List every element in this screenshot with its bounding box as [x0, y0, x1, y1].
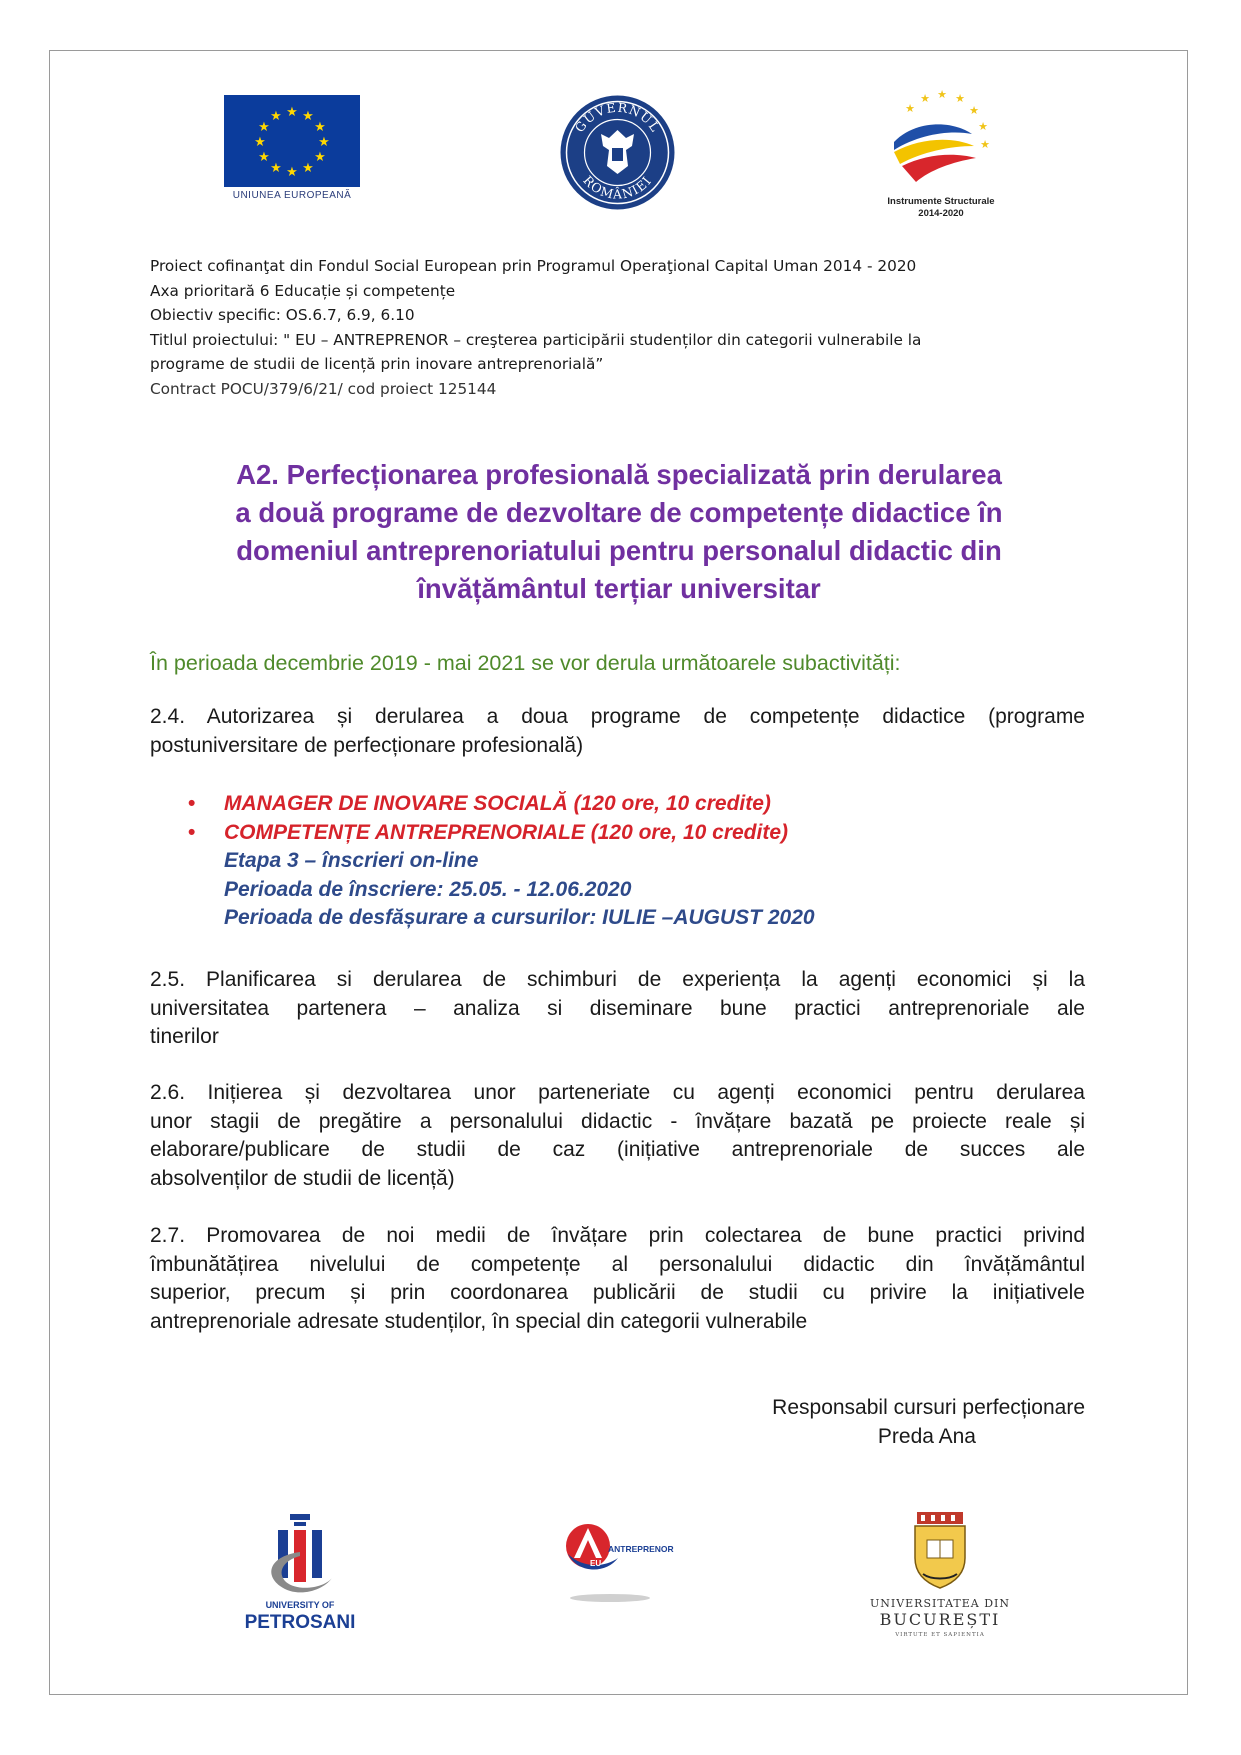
- activity-2-6-line-3: elaborare/publicare de studii de caz (inițiative antreprenoriale de succes ale: [150, 1138, 1085, 1161]
- contract-line: Contract POCU/379/6/21/ cod proiect 125144: [150, 379, 497, 398]
- unibuc-motto: VIRTUTE ET SAPIENTIA: [895, 1632, 985, 1638]
- priority-axis-line: Axa prioritară 6 Educație și competențe: [150, 281, 456, 300]
- title-line-1: A2. Perfecționarea profesională specializată prin derularea: [236, 459, 1002, 490]
- activity-2-5-line-1: 2.5. Planificarea si derularea de schimburi de experiența la agenți economici și la: [150, 968, 1085, 991]
- specific-objective-line: Obiectiv specific: OS.6.7, 6.9, 6.10: [150, 306, 415, 324]
- svg-text:★: ★: [254, 135, 266, 150]
- svg-text:★: ★: [286, 165, 298, 180]
- activity-2-6-line-1: 2.6. Inițierea și dezvoltarea unor parteneriate cu agenți economici pentru derularea: [150, 1081, 1085, 1104]
- signature-block: [772, 1393, 1085, 1451]
- svg-text:★: ★: [905, 102, 915, 115]
- activity-2-7-line-4: antreprenoriale adresate studenților, în special din categorii vulnerabile: [150, 1309, 808, 1333]
- svg-text:★: ★: [920, 92, 930, 105]
- svg-text:★: ★: [302, 161, 314, 176]
- activity-2-7-line-1: 2.7. Promovarea de noi medii de învățare prin colectarea de bune practici privind: [150, 1224, 1085, 1247]
- program-list: [190, 790, 1090, 933]
- activity-2-4-line-1: 2.4. Autorizarea și derularea a doua programe de competențe didactice (programe: [150, 705, 1085, 728]
- svg-text:★: ★: [258, 150, 270, 165]
- project-title-line-2: programe de studii de licență prin inovare antreprenorială”: [150, 355, 604, 373]
- eu-flag-logo: [224, 95, 360, 187]
- activity-2-7-line-2: îmbunătățirea nivelului de competențe al personalului didactic din învățământul: [150, 1252, 1085, 1276]
- svg-text:★: ★: [978, 120, 988, 133]
- activity-title: [140, 456, 1098, 608]
- activity-2-5: [150, 966, 1085, 1052]
- program-item-competente: • COMPETENȚE ANTREPRENORIALE (120 ore, 10 credite): [190, 819, 1090, 848]
- eu-antreprenor-logo: [560, 1518, 680, 1608]
- svg-text:GUVERNUL: GUVERNUL: [571, 99, 664, 136]
- unibuc-line-2: BUCUREȘTI: [879, 1610, 1001, 1629]
- is-caption-line1: Instrumente Structurale: [887, 196, 995, 207]
- enrollment-period: Perioada de înscriere: 25.05. - 12.06.2020: [224, 877, 632, 901]
- activity-2-7-line-3: superior, precum și prin coordonarea publicării de studii cu privire la inițiativele: [150, 1281, 1085, 1304]
- romanian-government-seal: [559, 94, 676, 211]
- activity-2-6-line-2: unor stagii de pregătire a personalului didactic - învățare bazată pe proiecte reale și: [150, 1109, 1085, 1133]
- activity-2-4: [150, 703, 1085, 760]
- activity-2-6: [150, 1079, 1085, 1193]
- project-title-line-1: Titlul proiectului: " EU – ANTREPRENOR – creşterea participării studenților din categorii vulnerabile la: [150, 330, 922, 349]
- eu-caption: UNIUNEA EUROPEANĂ: [232, 190, 352, 201]
- signature-role: Responsabil cursuri perfecționare: [772, 1396, 1085, 1419]
- is-caption-line2: 2014-2020: [918, 208, 964, 219]
- stage-info: Etapa 3 – înscrieri on-line: [224, 849, 479, 872]
- signature-name: Preda Ana: [877, 1425, 976, 1448]
- svg-text:★: ★: [270, 109, 282, 124]
- university-of-petrosani-logo: [240, 1512, 360, 1634]
- svg-text:★: ★: [258, 120, 270, 135]
- svg-text:★: ★: [302, 109, 314, 124]
- svg-text:★: ★: [955, 92, 965, 105]
- university-of-bucharest-logo: [865, 1510, 1015, 1638]
- svg-text:★: ★: [937, 90, 947, 101]
- instrumente-structurale-logo: [880, 90, 1000, 200]
- title-line-2: a două programe de dezvoltare de competențe didactice în: [235, 497, 1003, 528]
- activity-2-5-line-2: universitatea partenera – analiza si diseminare bune practici antreprenoriale ale: [150, 996, 1085, 1020]
- project-funding-line: Proiect cofinanţat din Fondul Social European prin Programul Operaţional Capital Uman 2014 - 2020: [150, 257, 917, 275]
- svg-text:★: ★: [314, 150, 326, 165]
- activity-2-5-line-3: tinerilor: [150, 1025, 219, 1048]
- unibuc-line-1: UNIVERSITATEA DIN: [869, 1597, 1011, 1610]
- title-line-4: învățământul terțiar universitar: [417, 573, 821, 604]
- project-info: [150, 254, 1050, 401]
- svg-text:★: ★: [314, 120, 326, 135]
- svg-text:★: ★: [980, 138, 990, 151]
- svg-text:★: ★: [286, 105, 298, 120]
- activity-2-6-line-4: absolvenților de studii de licență): [150, 1166, 455, 1190]
- activity-2-4-line-2: postuniversitare de perfecționare profesională): [150, 733, 584, 757]
- petrosani-line-1: UNIVERSITY OF: [265, 1600, 335, 1610]
- svg-text:★: ★: [270, 161, 282, 176]
- petrosani-line-2: PETROSANI: [244, 1612, 356, 1633]
- svg-text:★: ★: [969, 104, 979, 117]
- instrumente-structurale-caption: [862, 196, 1020, 220]
- svg-text:ROMÂNIEI: ROMÂNIEI: [580, 172, 655, 202]
- activity-2-7: [150, 1222, 1085, 1336]
- courses-period: Perioada de desfășurare a cursurilor: IULIE –AUGUST 2020: [224, 906, 815, 929]
- period-statement: În perioada decembrie 2019 - mai 2021 se vor derula următoarele subactivități:: [150, 651, 901, 675]
- program-item-manager: • MANAGER DE INOVARE SOCIALĂ (120 ore, 10 credite): [190, 790, 1090, 819]
- svg-text:★: ★: [318, 135, 330, 150]
- title-line-3: domeniul antreprenoriatului pentru personalul didactic din: [236, 535, 1002, 566]
- euantre-prefix: EU: [590, 1559, 602, 1568]
- euantre-label: ANTREPRENOR: [608, 1544, 674, 1554]
